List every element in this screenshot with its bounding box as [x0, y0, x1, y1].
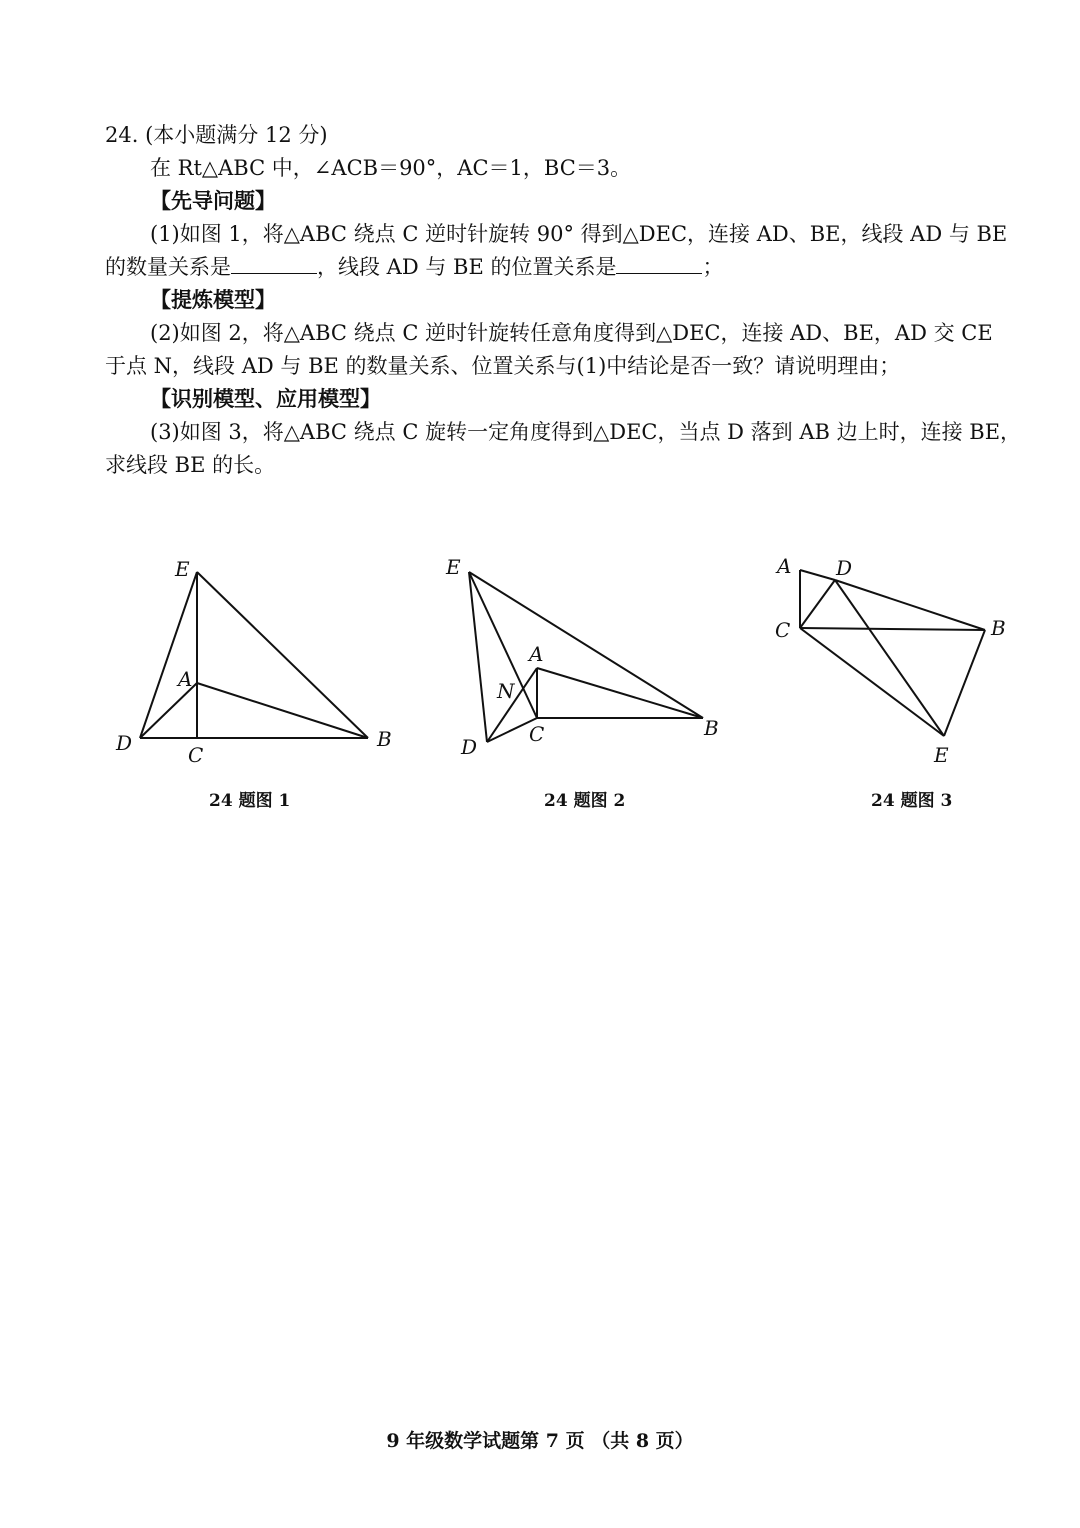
part-1-text-b: ，线段 AD 与 BE 的位置关系是	[317, 255, 617, 279]
part-3-line-2: 求线段 BE 的长。	[105, 453, 276, 477]
problem-number: 24.	[105, 123, 139, 147]
label-C: C	[529, 722, 545, 746]
label-C: C	[188, 743, 204, 767]
section-heading-1: 【先导问题】	[150, 188, 276, 213]
segment-DB	[835, 580, 985, 630]
part-1-text-c: ；	[702, 255, 724, 279]
segment-CE	[800, 628, 944, 736]
label-A: A	[529, 642, 544, 666]
label-C: C	[775, 618, 791, 642]
segment-DE	[835, 580, 944, 736]
label-N: N	[497, 679, 515, 703]
section-heading-2: 【提炼模型】	[150, 287, 276, 312]
part-2-line-2: 于点 N，线段 AD 与 BE 的数量关系、位置关系与(1)中结论是否一致？请说明理由；	[105, 354, 901, 378]
label-E: E	[446, 555, 461, 579]
label-B: B	[991, 616, 1006, 640]
section-heading-3: 【识别模型、应用模型】	[150, 386, 381, 411]
figure-3-caption: 24 题图 3	[871, 791, 953, 811]
segment-BE	[944, 630, 985, 736]
figure-1-caption: 24 题图 1	[209, 791, 291, 811]
label-D: D	[116, 731, 133, 755]
given-statement: 在 Rt△ABC 中，∠ACB＝90°，AC＝1，BC＝3。	[150, 156, 632, 180]
score-note: (本小题满分 12 分)	[145, 123, 328, 147]
part-3-line-1: (3)如图 3，将△ABC 绕点 C 旋转一定角度得到△DEC，当点 D 落到 AB 边上时，连接 BE，	[150, 420, 1022, 444]
label-D: D	[836, 556, 853, 580]
label-E: E	[175, 557, 190, 581]
segment-CB	[800, 628, 985, 630]
page-footer: 9 年级数学试题第 7 页 （共 8 页）	[386, 1430, 694, 1452]
label-B: B	[704, 716, 719, 740]
part-1-text-a: 的数量关系是	[105, 255, 231, 279]
figure-2-caption: 24 题图 2	[544, 791, 626, 811]
segment-AD	[800, 570, 835, 580]
part-2-line-1: (2)如图 2，将△ABC 绕点 C 逆时针旋转任意角度得到△DEC，连接 AD、BE，AD 交 CE	[150, 321, 993, 345]
label-E: E	[934, 743, 949, 767]
label-B: B	[377, 727, 392, 751]
label-A: A	[178, 667, 193, 691]
segment-CD	[800, 580, 835, 628]
label-D: D	[461, 735, 478, 759]
label-A: A	[777, 554, 792, 578]
part-1-line-1: (1)如图 1，将△ABC 绕点 C 逆时针旋转 90° 得到△DEC，连接 AD、BE，线段 AD 与 BE	[150, 222, 1008, 246]
